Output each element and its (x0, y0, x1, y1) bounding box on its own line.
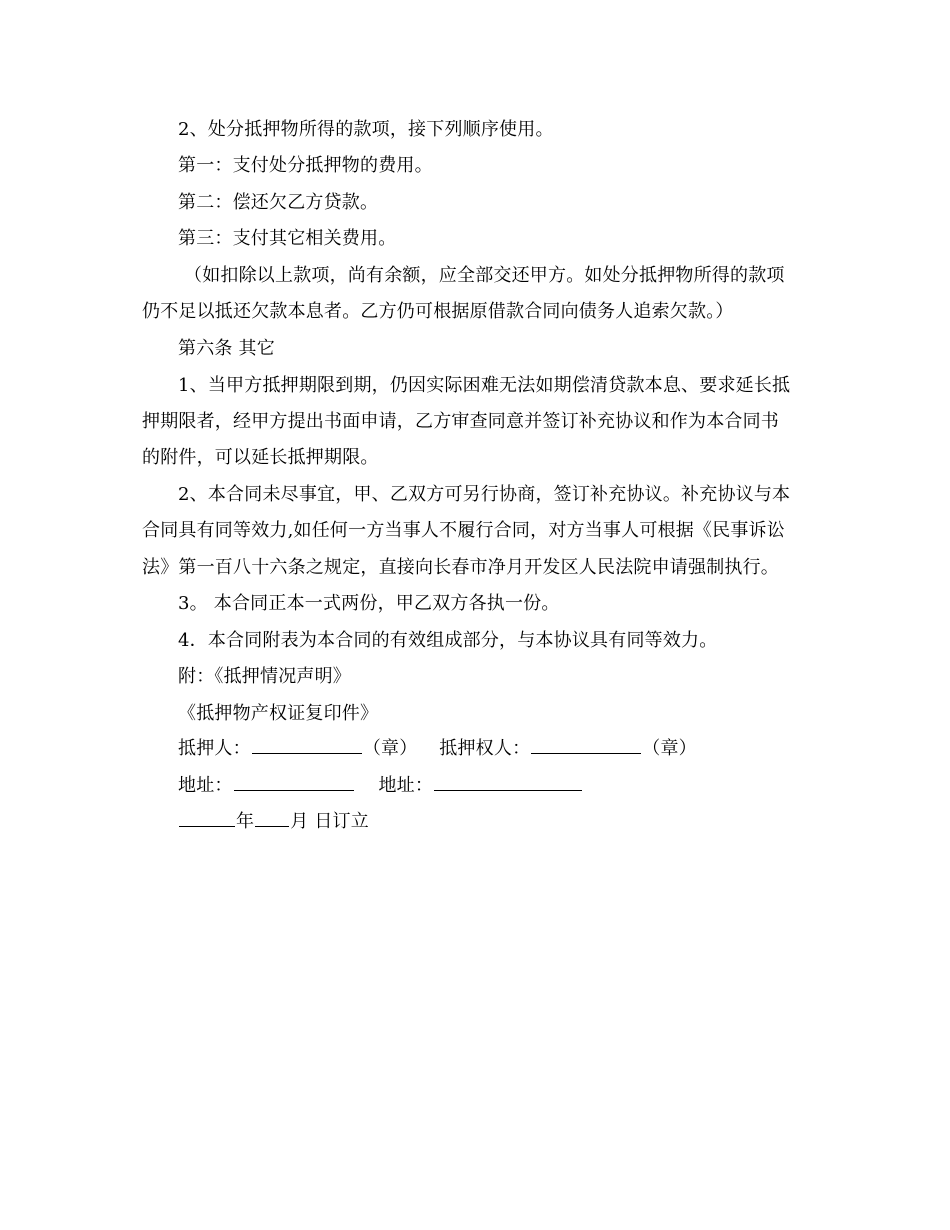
seal-label: （章） (362, 738, 418, 759)
attachment-line: 附：《抵押情况声明》 (178, 666, 351, 687)
clause-paragraph: 4．本合同附表为本合同的有效组成部分，与本协议具有同等效力。 (178, 630, 718, 651)
clause-paragraph: 第二：偿还欠乙方贷款。 (178, 192, 379, 213)
address-label: 地址： (378, 775, 434, 796)
signature-line (178, 731, 810, 767)
address-line (178, 768, 810, 804)
month-label: 月 (290, 811, 309, 832)
clause-paragraph: （如扣除以上款项，尚有余额，应全部交还甲方。如处分抵押物所得的款项 (184, 265, 785, 286)
clause-paragraph: 的附件，可以延长抵押期限。 (142, 447, 379, 468)
clause-paragraph: 2、本合同未尽事宜，甲、乙双方可另行协商，签订补充协议。补充协议与本 (178, 484, 791, 505)
clause-paragraph: 法》第一百八十六条之规定，直接向长春市净月开发区人民法院申请强制执行。 (142, 557, 779, 578)
clause-paragraph: 2、处分抵押物所得的款项，接下列顺序使用。 (178, 119, 554, 140)
month-blank (255, 804, 289, 827)
seal-label: （章） (642, 738, 697, 759)
section-heading: 第六条 其它 (178, 338, 275, 359)
clause-paragraph: 第三：支付其它相关费用。 (178, 228, 397, 249)
address-label: 地址： (178, 775, 233, 796)
clause-paragraph: 3。 本合同正本一式两份，甲乙双方各执一份。 (178, 593, 560, 614)
clause-paragraph: 第一：支付处分抵押物的费用。 (178, 155, 433, 176)
date-line (178, 804, 810, 840)
mortgagor-label: 抵押人： (178, 738, 251, 759)
clause-paragraph: 1、当甲方抵押期限到期，仍因实际困难无法如期偿清贷款本息、要求延长抵 (178, 375, 791, 396)
day-signed-label: 日订立 (308, 811, 369, 832)
year-blank (179, 804, 235, 827)
clause-paragraph: 押期限者，经甲方提出书面申请，乙方审查同意并签订补充协议和作为本合同书 (142, 411, 779, 432)
year-label: 年 (236, 811, 255, 832)
address-blank (234, 768, 354, 791)
attachment-line: 《抵押物产权证复印件》 (178, 703, 379, 724)
mortgagor-signature-blank (252, 731, 362, 754)
clause-paragraph: 合同具有同等效力,如任何一方当事人不履行合同，对方当事人可根据《民事诉讼 (142, 520, 785, 541)
clause-paragraph: 仍不足以抵还欠款本息者。乙方仍可根据原借款合同向债务人追索欠款。） (142, 301, 734, 322)
mortgagee-signature-blank (531, 731, 641, 754)
mortgagee-label: 抵押权人： (439, 738, 531, 759)
address-blank (434, 768, 582, 791)
